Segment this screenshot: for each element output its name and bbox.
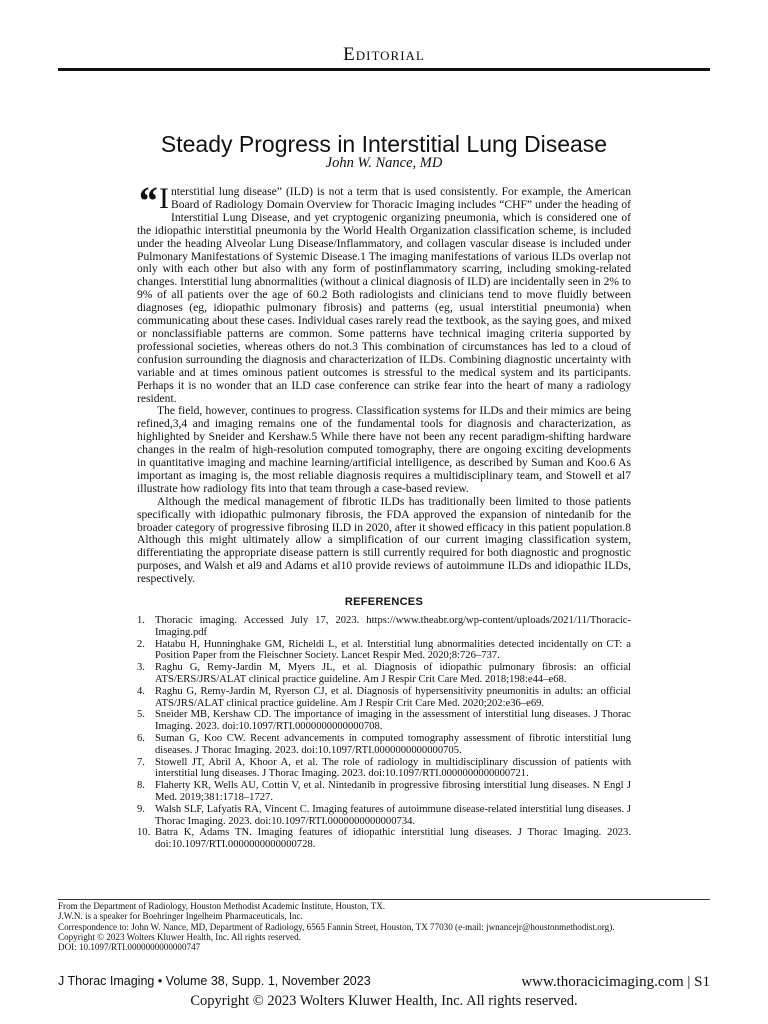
correspondence-note: Correspondence to: John W. Nance, MD, Department of Radiology, 6565 Fannin Street, Houston, TX 77030 (e-mail: jwnancejr@houstonmethodist.org). bbox=[58, 921, 615, 932]
paragraph-3: Although the medical management of fibrotic ILDs has traditionally been limited to those patients specifically with idiopathic pulmonary fibrosis, the FDA approved the expansion of nintedanib for the broader category of progressive fibrosing ILD in 2020, after it showed efficacy in this patient population.8 Although this might ultimately allow a simplification of our current imaging classification system, differentiating the appropriate disease pattern is still currently required for both diagnostic and prognostic purposes, and Walsh et al9 and Adams et al10 provide reviews of autoimmune ILDs and idiopathic ILDs, respectively. bbox=[137, 494, 631, 586]
copyright-note: Copyright © 2023 Wolters Kluwer Health, Inc. All rights reserved. bbox=[58, 931, 301, 942]
page-footer bbox=[58, 974, 710, 991]
website-page-number: www.thoracicimaging.com | S1 bbox=[521, 974, 710, 990]
reference-list bbox=[137, 615, 631, 851]
reference-item: 8. Flaherty KR, Wells AU, Cottin V, et al. Nintedanib in progressive fibrosing interstitial lung diseases. N Engl J Med. 2019;381:1718–1727. bbox=[137, 780, 631, 803]
footnote-rule bbox=[58, 899, 710, 900]
reference-item: 3. Raghu G, Remy-Jardin M, Myers JL, et al. Diagnosis of idiopathic pulmonary fibrosis: an official ATS/ERS/JRS/ALAT clinical practice guideline. Am J Respir Crit Care Med. 2018;198:e44–e68. bbox=[137, 662, 631, 685]
reference-item: 7. Stowell JT, Abril A, Khoor A, et al. The role of radiology in multidisciplinary discussion of patients with interstitial lung diseases. J Thorac Imaging. 2023. doi:10.1097/RTI.0000000000000721. bbox=[137, 756, 631, 780]
reference-item: 9. Walsh SLF, Lafyatis RA, Vincent C. Imaging features of autoimmune disease-related interstitial lung diseases. J Thorac Imaging. 2023. doi:10.1097/RTI.0000000000000734. bbox=[137, 803, 631, 827]
drop-cap: I bbox=[159, 182, 169, 215]
reference-item: 6. Suman G, Koo CW. Recent advancements in computed tomography assessment of fibrotic interstitial lung diseases. J Thorac Imaging. 2023. doi:10.1097/RTI.0000000000000705. bbox=[137, 732, 631, 756]
footnotes bbox=[58, 901, 718, 952]
reference-item: 1. Thoracic imaging. Accessed July 17, 2023. https://www.theabr.org/wp-content/uploads/2021/11/Thoracic-Imaging.pdf bbox=[137, 615, 631, 638]
header-rule bbox=[58, 68, 710, 71]
reference-item: 4. Raghu G, Remy-Jardin M, Ryerson CJ, et al. Diagnosis of hypersensitivity pneumonitis in adults: an official ATS/JRS/ALAT clinical practice guideline. Am J Respir Crit Care Med. 2020;202:e36–e69. bbox=[137, 685, 631, 709]
copyright-line: Copyright © 2023 Wolters Kluwer Health, Inc. All rights reserved. bbox=[190, 993, 578, 1009]
disclosure-note: J.W.N. is a speaker for Boehringer Ingelheim Pharmaceuticals, Inc. bbox=[58, 911, 303, 922]
references-heading: REFERENCES bbox=[344, 596, 424, 609]
paragraph-1-text: nterstitial lung disease” (ILD) is not a term that is used consistently. For example, the American Board of Radiology Domain Overview for Thoracic Imaging includes “CHF” under the heading of Interstitial Lung Disease, and yet cryptogenic organizing pneumonia, which is considered one of the idiopathic interstitial pneumonia by the World Health Organization classification scheme, is included under the heading Alveolar Lung Disease/Inflammatory, and collagen vascular disease is included under Pulmonary Manifestations of Systemic Disease.1 The imaging manifestations of various ILDs overlap not only with each other but also with any form of postinflammatory scarring, including smoking-related changes. Interstitial lung abnormalities (without a clinical diagnosis of ILD) are incidentally seen in 2% to 9% of all patients over the age of 60.2 Both radiologists and clinicians tend to move fluidly between diagnoses (eg, idiopathic pulmonary fibrosis) and patterns (eg, usual interstitial pneumonia) when communicating about these cases. Individual cases rarely read the textbook, as the saying goes, and mixed or nonclassifiable patterns are common. Some patterns have technical imaging criteria supported by professional societies, whereas others do not.3 This combination of circumstances has led to a cloud of confusion surrounding the diagnosis and characterization of ILDs. Combining diagnostic uncertainty with variable and at times ominous patient outcomes is stressful to the medical system and its participants. Perhaps it is no wonder that an ILD case conference can strike fear into the heart of many a radiology resident. bbox=[137, 185, 631, 405]
affiliation-note: From the Department of Radiology, Houston Methodist Academic Institute, Houston, TX. bbox=[58, 901, 386, 911]
paragraph-1 bbox=[137, 178, 631, 405]
article-title: Steady Progress in Interstitial Lung Disease bbox=[160, 131, 608, 158]
reference-item: 2. Hatabu H, Hunninghake GM, Richeldi L, et al. Interstitial lung abnormalities detected incidentally on CT: a Position Paper from the Fleischner Society. Lancet Respir Med. 2020;8:726–737. bbox=[137, 638, 631, 662]
author-line: John W. Nance, MD bbox=[325, 155, 443, 171]
doi-note: DOI: 10.1097/RTI.0000000000000747 bbox=[58, 942, 201, 953]
drop-quote: “ bbox=[137, 178, 157, 223]
article-body bbox=[137, 178, 631, 851]
reference-item: 5. Sneider MB, Kershaw CD. The importance of imaging in the assessment of interstitial lung diseases. J Thorac Imaging. 2023. doi:10.1097/RTI.0000000000000708. bbox=[137, 709, 631, 733]
journal-citation: J Thorac Imaging • Volume 38, Supp. 1, November 2023 bbox=[58, 974, 371, 988]
paragraph-2: The field, however, continues to progress. Classification systems for ILDs and their mimics are being refined,3,4 and imaging remains one of the fundamental tools for diagnosis and characterization, as highlighted by Sneider and Kershaw.5 While there have not been any recent paradigm-shifting hardware changes in the realm of high-resolution computed tomography, there are ongoing exciting developments in quantitative imaging and machine learning/artificial intelligence, as described by Suman and Koo.6 As important as imaging is, the most reliable diagnosis requires a multidisciplinary team, and Stowell et al7 illustrate how radiology fits into that team through a case-based review. bbox=[137, 404, 631, 495]
section-heading: Editorial bbox=[343, 44, 425, 65]
reference-item: 10. Batra K, Adams TN. Imaging features of idiopathic interstitial lung diseases. J Thorac Imaging. 2023. doi:10.1097/RTI.0000000000000728. bbox=[137, 827, 631, 851]
